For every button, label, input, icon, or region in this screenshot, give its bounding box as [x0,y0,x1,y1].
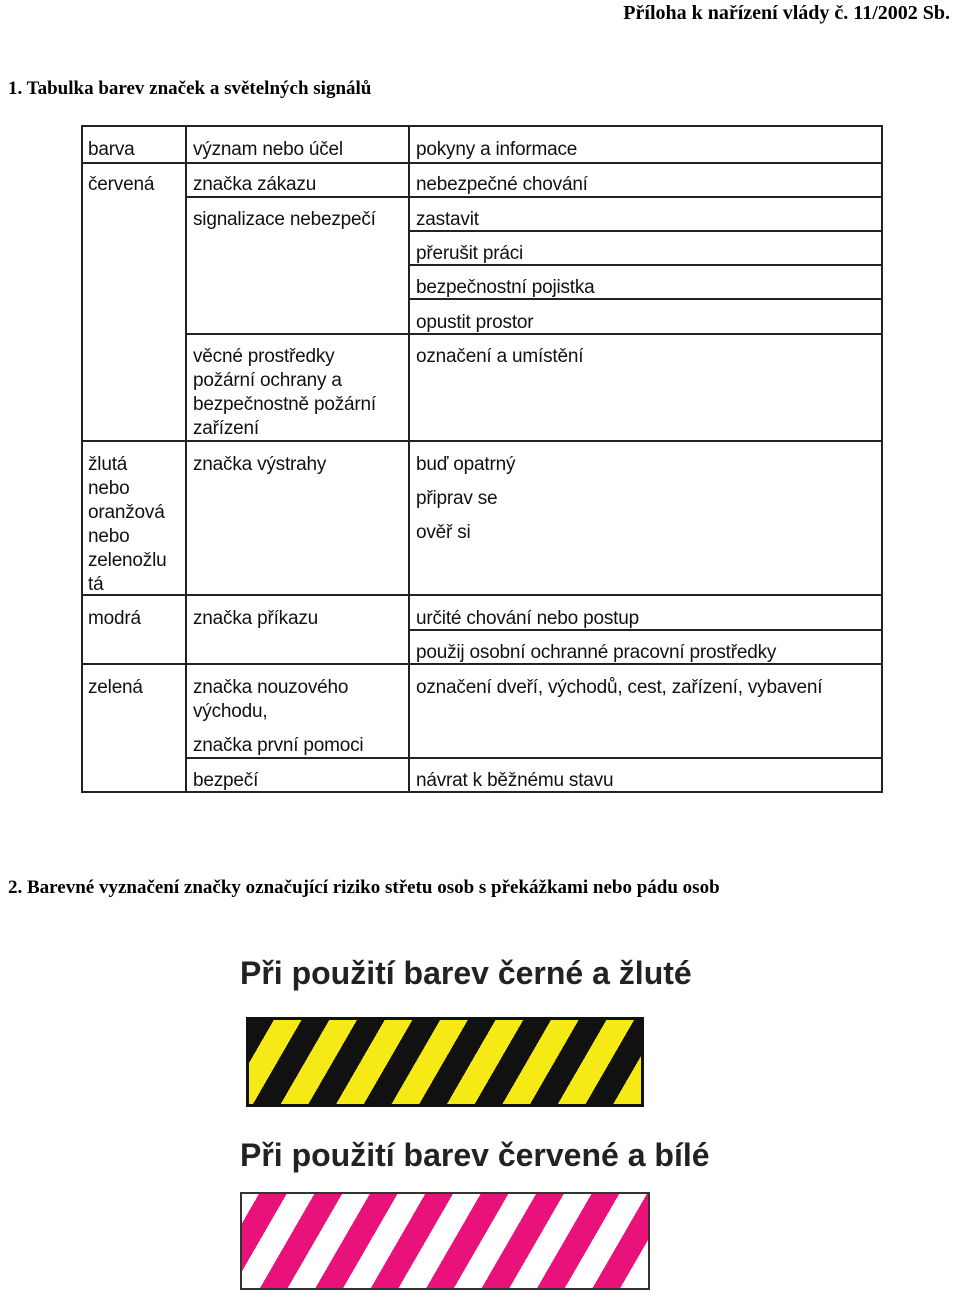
instruction-return-normal: návrat k běžnému stavu [416,770,614,791]
instruction-use-ppe: použij osobní ochranné pracovní prostředky [416,642,777,663]
instruction-mark-doors: označení dveří, východů, cest, zařízení, vybavení [416,677,823,698]
color-yellow-line-4: nebo [88,526,130,547]
instruction-stop: zastavit [416,209,479,230]
section-1-title: 1. Tabulka barev značek a světelných signálů [8,78,372,99]
instruction-specific-behavior: určité chování nebo postup [416,608,639,629]
header-meaning: význam nebo účel [193,139,343,160]
color-red: červená [88,174,155,195]
meaning-fire-equipment-line-3: bezpečnostně požární [193,394,376,415]
yellow-black-hazard-stripes [246,1017,644,1107]
yellow-black-caption: Při použití barev černé a žluté [240,955,692,991]
color-yellow-line-1: žlutá [88,454,128,475]
meaning-prohibition: značka zákazu [193,174,317,195]
color-yellow-line-5: zelenožlu [88,550,167,571]
instruction-safety-lock: bezpečnostní pojistka [416,277,595,298]
meaning-emergency-exit-line-1: značka nouzového [193,677,349,698]
instruction-interrupt-work: přerušit práci [416,243,524,264]
meaning-fire-equipment-line-4: zařízení [193,418,259,439]
column-divider [408,127,410,791]
instruction-prepare: připrav se [416,488,498,509]
meaning-fire-equipment-line-2: požární ochrany a [193,370,342,391]
instruction-leave-area: opustit prostor [416,312,534,333]
color-yellow-line-6: tá [88,574,104,595]
meaning-fire-equipment-line-1: věcné prostředky [193,346,335,367]
annex-header: Příloha k nařízení vlády č. 11/2002 Sb. [623,2,950,24]
meaning-emergency-exit-line-2: východu, [193,701,268,722]
header-instructions: pokyny a informace [416,139,578,160]
meaning-mandatory: značka příkazu [193,608,318,629]
color-green: zelená [88,677,143,698]
section-2-title: 2. Barevné vyznačení značky označující riziko střetu osob s překážkami nebo pádu osob [8,877,720,898]
color-yellow-line-3: oranžová [88,502,165,523]
meaning-warning: značka výstrahy [193,454,327,475]
row-divider [83,594,881,596]
color-signs-table [81,125,883,793]
red-white-hazard-stripes [240,1192,650,1290]
meaning-danger-signal: signalizace nebezpečí [193,209,376,230]
instruction-verify: ověř si [416,522,471,543]
red-white-caption: Při použití barev červené a bílé [240,1137,710,1173]
meaning-safety: bezpečí [193,770,259,791]
header-color: barva [88,139,135,160]
meaning-first-aid: značka první pomoci [193,735,364,756]
row-divider [408,230,881,232]
column-divider [185,127,187,791]
instruction-marking-location: označení a umístění [416,346,584,367]
instruction-dangerous-behavior: nebezpečné chování [416,174,588,195]
color-yellow-line-2: nebo [88,478,130,499]
row-divider [83,162,881,164]
instruction-be-careful: buď opatrný [416,454,516,475]
color-blue: modrá [88,608,141,629]
